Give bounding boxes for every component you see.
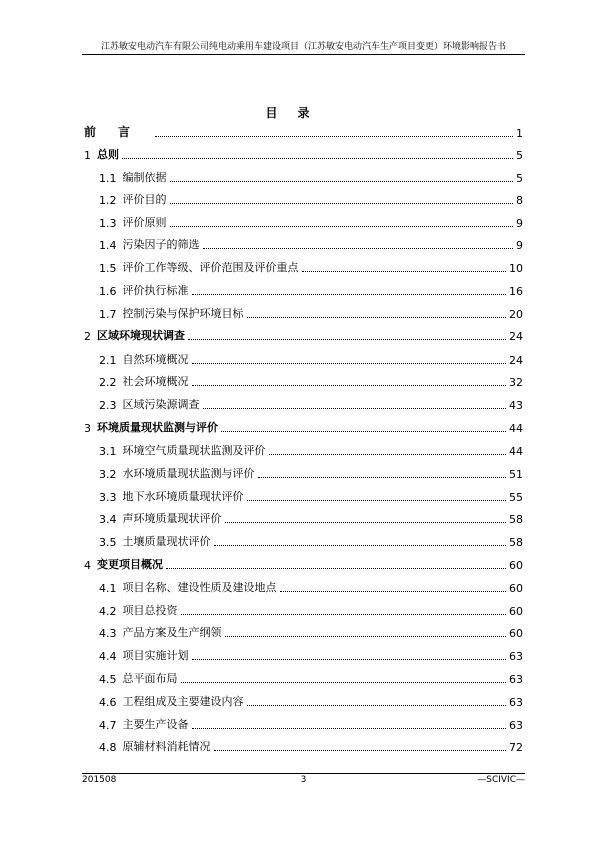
toc-entry-number: 3.5	[99, 536, 117, 549]
footer-date: 201508	[82, 775, 117, 785]
toc-entry-title: 水环境质量现状监测与评价	[122, 467, 255, 480]
toc-entry-number: 4	[84, 559, 91, 572]
toc-entry-page: 60	[509, 627, 523, 640]
toc-entry-title: 区域环境现状调查	[97, 329, 185, 342]
toc-entry-page: 32	[509, 376, 523, 389]
toc-dot-leader	[225, 636, 507, 637]
toc-entry-title: 自然环境概况	[122, 353, 189, 366]
toc-entry-number: 2.1	[99, 354, 117, 367]
toc-entry-page: 44	[509, 422, 523, 435]
toc-dot-leader	[280, 591, 507, 592]
toc-entry[interactable]	[84, 234, 523, 252]
toc-entry[interactable]	[84, 440, 523, 458]
toc-dot-leader	[214, 750, 507, 751]
toc-entry-number: 3.2	[99, 468, 117, 481]
toc-entry[interactable]	[84, 122, 523, 140]
toc-entry-title: 社会环境概况	[122, 375, 189, 388]
toc-dot-leader	[170, 181, 514, 182]
toc-entry[interactable]	[84, 645, 523, 663]
toc-entry-page: 58	[509, 536, 523, 549]
toc-entry-page: 60	[509, 559, 523, 572]
toc-entry[interactable]	[84, 144, 523, 162]
toc-entry-number: 3.3	[99, 491, 117, 504]
toc-entry-number: 1	[84, 149, 91, 162]
toc-entry-number: 1.5	[99, 262, 117, 275]
toc-entry-title: 变更项目概况	[97, 558, 163, 571]
toc-entry-title: 环境质量现状监测与评价	[97, 421, 218, 434]
toc-dot-leader	[192, 363, 507, 364]
toc-entry[interactable]	[84, 531, 523, 549]
toc-dot-leader	[203, 248, 514, 249]
toc-dot-leader	[258, 477, 507, 478]
toc-entry-page: 24	[509, 330, 523, 343]
toc-entry-page: 55	[509, 491, 523, 504]
toc-entry-page: 24	[509, 354, 523, 367]
toc-entry-number: 1.6	[99, 285, 117, 298]
toc-entry-number: 4.3	[99, 627, 117, 640]
toc-entry-title: 评价执行标准	[122, 284, 189, 297]
toc-dot-leader	[221, 431, 506, 432]
toc-entry[interactable]	[84, 554, 523, 572]
footer	[82, 775, 525, 789]
toc-dot-leader	[188, 339, 506, 340]
toc-entry-title: 评价目的	[122, 193, 167, 206]
toc-entry-title: 编制依据	[122, 171, 167, 184]
toc-entry-number: 4.8	[99, 741, 117, 754]
toc-dot-leader	[192, 659, 507, 660]
toc-entry[interactable]	[84, 622, 523, 640]
toc-entry-page: 63	[509, 719, 523, 732]
toc-dot-leader	[181, 614, 507, 615]
toc-entry-title: 土壤质量现状评价	[122, 535, 211, 548]
toc-entry-number: 2.3	[99, 399, 117, 412]
toc-entry-page: 58	[509, 513, 523, 526]
toc-entry-title: 项目总投资	[122, 604, 178, 617]
toc-entry-title: 声环境质量现状评价	[122, 512, 222, 525]
toc-entry-number: 4.2	[99, 605, 117, 618]
toc-dot-leader	[170, 203, 514, 204]
toc-entry[interactable]	[84, 577, 523, 595]
toc-entry-title: 污染因子的筛选	[122, 238, 200, 251]
toc-dot-leader	[225, 522, 507, 523]
toc-entry[interactable]	[84, 736, 523, 754]
toc-entry-page: 5	[516, 172, 523, 185]
toc-entry-page: 16	[509, 285, 523, 298]
toc-entry[interactable]	[84, 486, 523, 504]
toc-entry-title: 总则	[97, 148, 119, 161]
toc-entry-title: 原辅材料消耗情况	[122, 740, 211, 753]
toc-entry[interactable]	[84, 325, 523, 343]
toc-entry-number: 3	[84, 422, 91, 435]
toc-entry-number: 1.3	[99, 217, 117, 230]
toc-entry[interactable]	[84, 257, 523, 275]
toc-dot-leader	[166, 568, 506, 569]
toc-entry-title: 地下水环境质量现状评价	[122, 490, 244, 503]
toc-entry-page: 44	[509, 445, 523, 458]
toc-entry-page: 43	[509, 399, 523, 412]
toc-entry-number: 1.7	[99, 308, 117, 321]
page-number: 3	[300, 775, 307, 785]
toc-dot-leader	[302, 271, 507, 272]
toc-entry-title: 环境空气质量现状监测及评价	[122, 444, 266, 457]
footer-org: —SCIVIC—	[477, 775, 525, 785]
toc-entry-page: 60	[509, 605, 523, 618]
toc-entry[interactable]	[84, 508, 523, 526]
toc-entry-page: 20	[509, 308, 523, 321]
toc-entry-page: 9	[516, 239, 523, 252]
toc-dot-leader	[170, 226, 514, 227]
toc-dot-leader	[181, 682, 507, 683]
toc-entry-number: 3.4	[99, 513, 117, 526]
toc-entry[interactable]	[84, 280, 523, 298]
toc-entry-number: 4.7	[99, 719, 117, 732]
toc-dot-leader	[247, 500, 507, 501]
toc-entry-number: 1.4	[99, 239, 117, 252]
toc-entry-number: 1.2	[99, 194, 117, 207]
toc-entry-title: 主要生产设备	[122, 718, 189, 731]
toc-entry-title: 工程组成及主要建设内容	[122, 695, 244, 708]
toc-entry[interactable]	[84, 463, 523, 481]
toc-dot-leader	[192, 294, 507, 295]
toc-entry-number: 4.5	[99, 673, 117, 686]
toc-entry[interactable]	[84, 600, 523, 618]
toc-entry-title: 项目实施计划	[122, 649, 189, 662]
toc-dot-leader	[155, 136, 513, 137]
running-header: 江苏敏安电动汽车有限公司纯电动乘用车建设项目（江苏敏安电动汽车生产项目变更）环境影响报告书	[100, 42, 506, 52]
toc-entry-number: 4.6	[99, 696, 117, 709]
toc-entry[interactable]	[84, 668, 523, 686]
toc-entry[interactable]	[84, 394, 523, 412]
toc-entry-page: 10	[509, 262, 523, 275]
toc-dot-leader	[203, 408, 507, 409]
toc-entry-page: 63	[509, 650, 523, 663]
toc-entry-page: 8	[516, 194, 523, 207]
toc-entry-page: 51	[509, 468, 523, 481]
toc-entry-title: 总平面布局	[122, 672, 178, 685]
toc-entry[interactable]	[84, 189, 523, 207]
toc-entry[interactable]	[84, 691, 523, 709]
toc-dot-leader	[247, 705, 507, 706]
toc-entry-page: 5	[516, 149, 523, 162]
toc-entry-page: 63	[509, 696, 523, 709]
toc-dot-leader	[192, 728, 507, 729]
toc-entry[interactable]	[84, 371, 523, 389]
toc-entry-page: 9	[516, 217, 523, 230]
toc-entry[interactable]	[84, 167, 523, 185]
toc-entry-number: 1.1	[99, 172, 117, 185]
toc-entry[interactable]	[84, 417, 523, 435]
footer-divider	[82, 773, 525, 774]
toc-entry[interactable]	[84, 349, 523, 367]
toc-entry[interactable]	[84, 212, 523, 230]
toc-dot-leader	[192, 385, 507, 386]
header-divider	[82, 54, 525, 55]
toc-dot-leader	[247, 317, 507, 318]
toc-entry-number: 2.2	[99, 376, 117, 389]
toc-dot-leader	[269, 454, 507, 455]
toc-entry-page: 1	[516, 127, 523, 140]
toc-title: 目录	[265, 106, 330, 120]
toc-entry-number: 2	[84, 330, 91, 343]
toc-entry-title: 评价工作等级、评价范围及评价重点	[122, 261, 299, 274]
toc-entry-number: 4.4	[99, 650, 117, 663]
toc-entry[interactable]	[84, 303, 523, 321]
toc-entry-title: 评价原则	[122, 216, 167, 229]
toc-entry-title: 产品方案及生产纲领	[122, 626, 222, 639]
toc-entry-page: 60	[509, 582, 523, 595]
toc-entry-number: 4.1	[99, 582, 117, 595]
toc-entry-title: 区域污染源调查	[122, 398, 200, 411]
toc-entry-title: 控制污染与保护环境目标	[122, 307, 244, 320]
toc-entry-number: 3.1	[99, 445, 117, 458]
toc-entry[interactable]	[84, 714, 523, 732]
toc-dot-leader	[214, 545, 507, 546]
toc-entry-title: 项目名称、建设性质及建设地点	[122, 581, 277, 594]
toc-entry-page: 63	[509, 673, 523, 686]
toc-entry-page: 72	[509, 741, 523, 754]
toc-entry-title: 前言	[84, 125, 153, 139]
toc-dot-leader	[122, 158, 513, 159]
